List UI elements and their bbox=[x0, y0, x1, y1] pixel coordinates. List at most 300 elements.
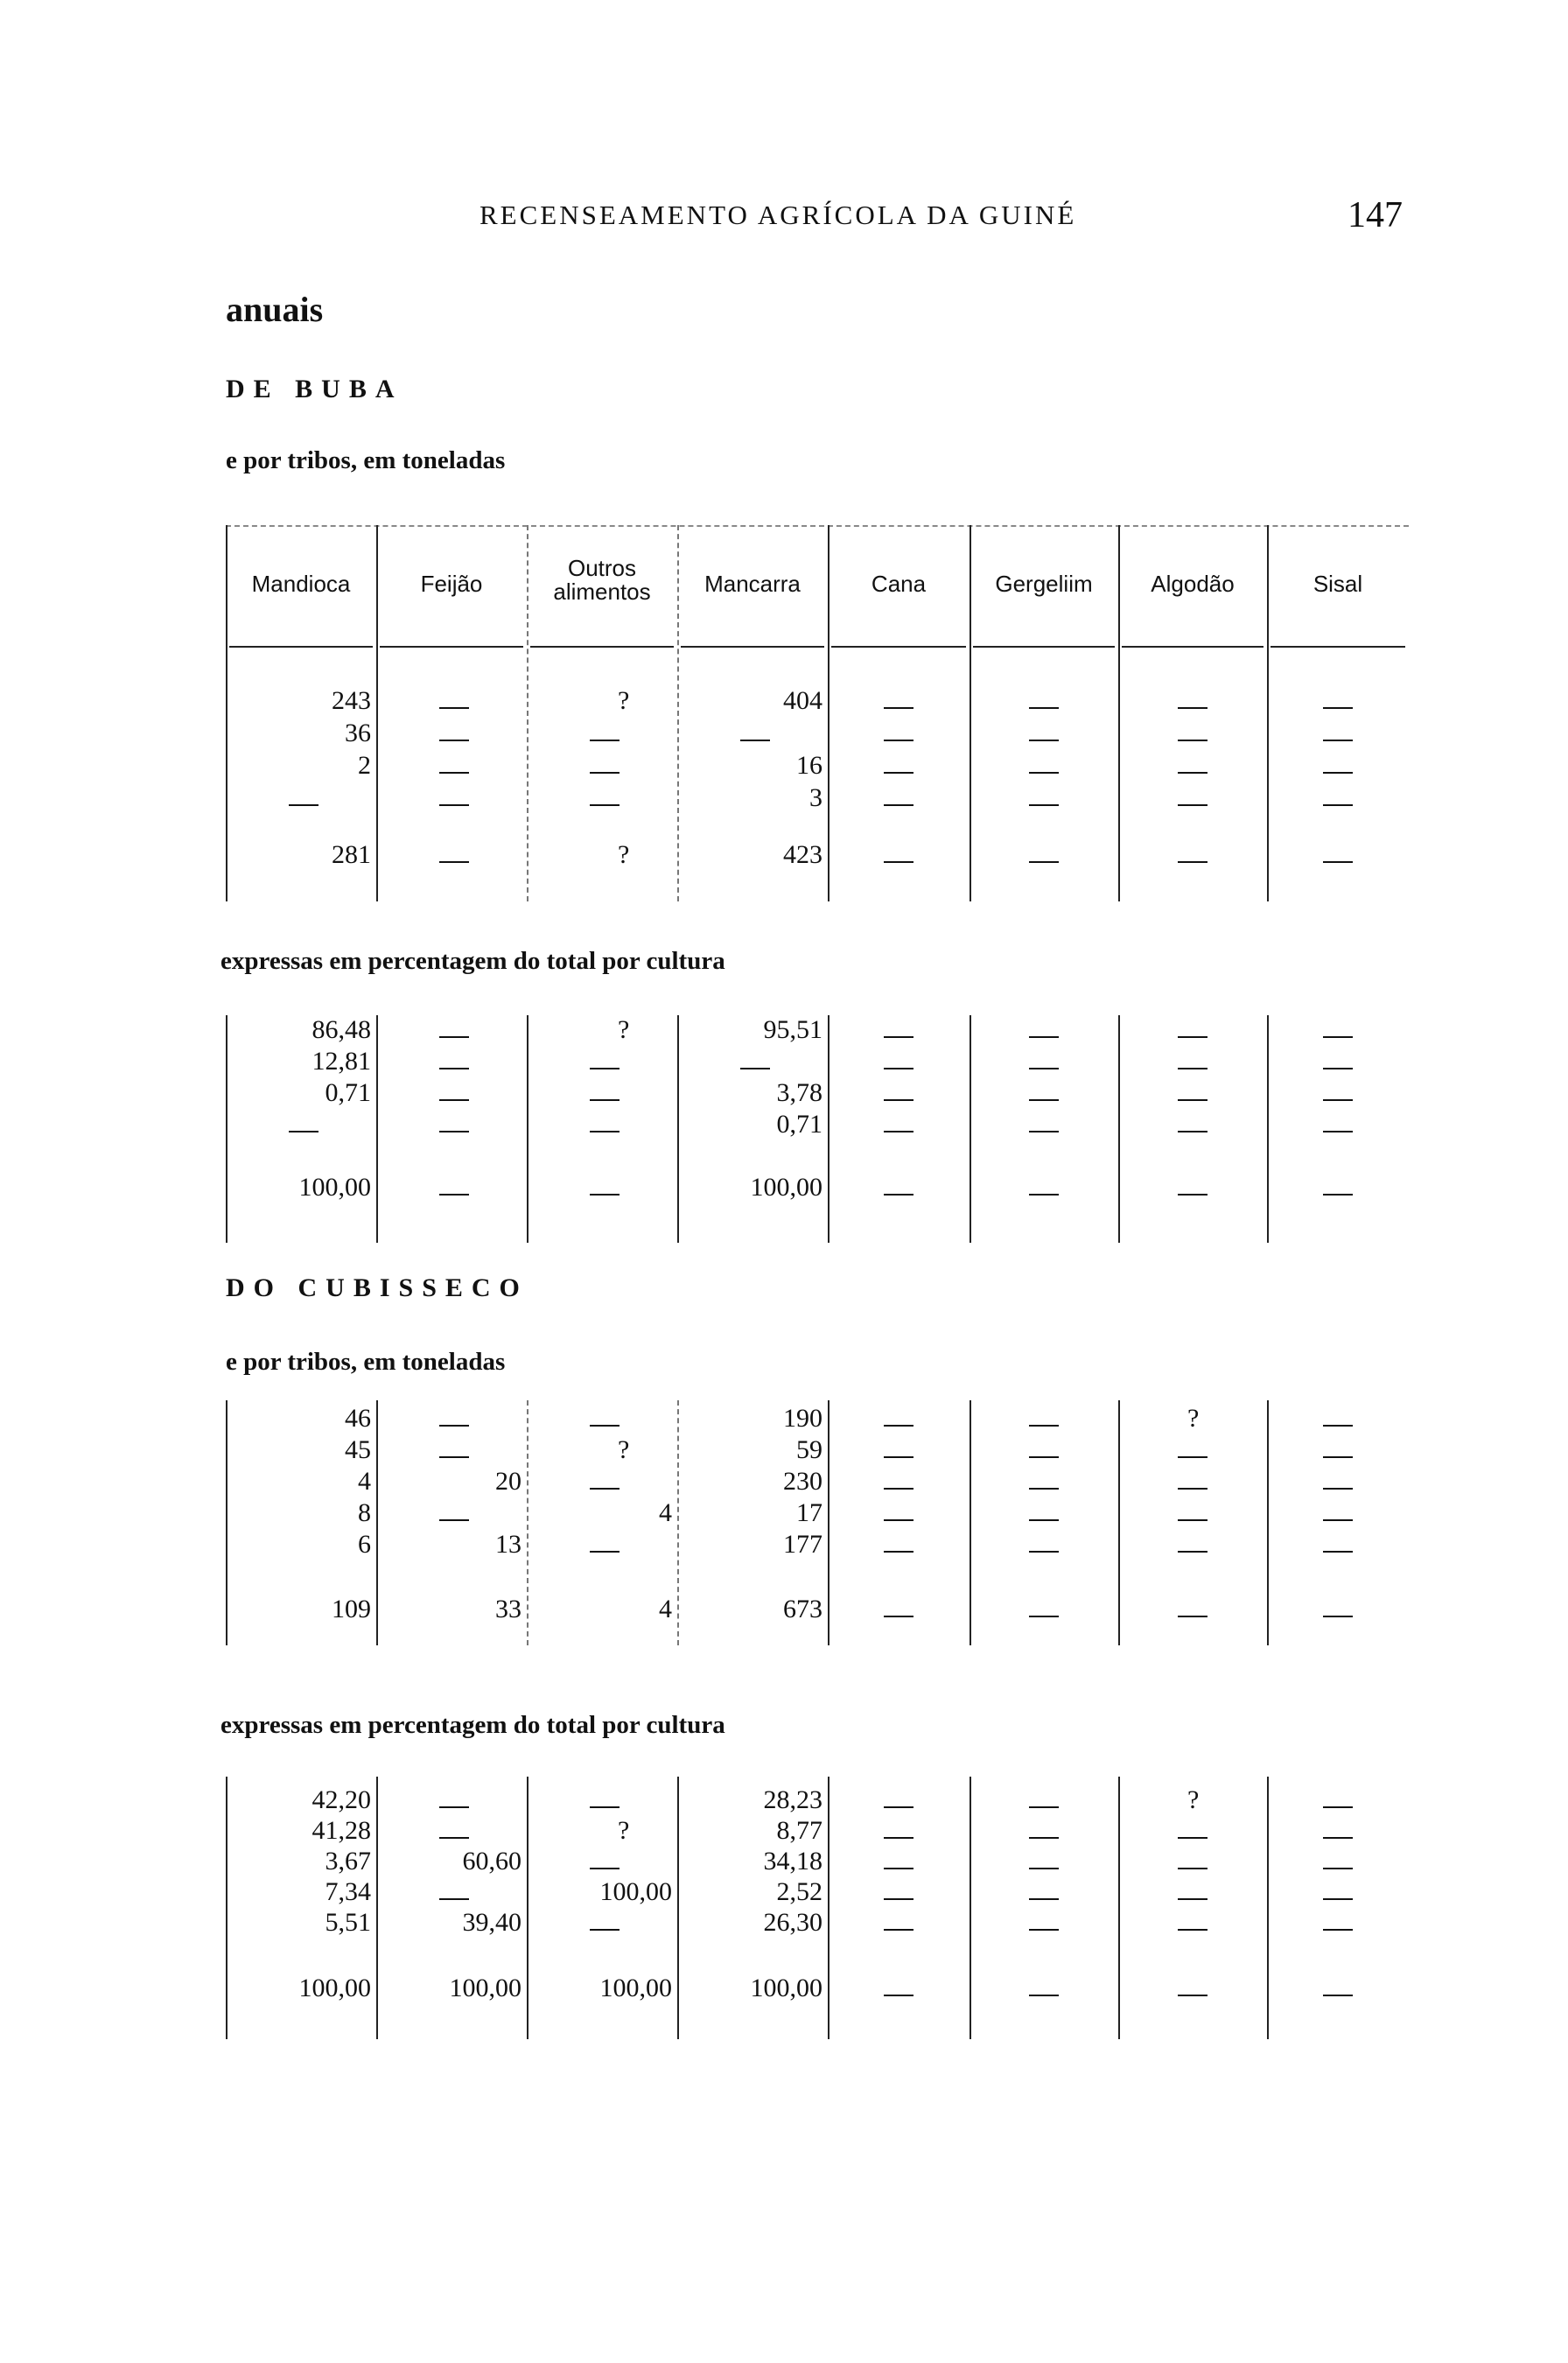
total-cell-feijao bbox=[439, 845, 469, 875]
dash-mark bbox=[590, 1551, 620, 1553]
table-cell-outros bbox=[590, 1913, 620, 1943]
column-rule bbox=[1118, 1777, 1120, 2039]
total-cell-cana bbox=[884, 845, 914, 875]
table-cell-mancarra: 8,77 bbox=[776, 1816, 822, 1845]
dash-mark bbox=[1029, 707, 1059, 709]
table-cell-sisal bbox=[1323, 1441, 1353, 1470]
table-cell-mancarra: 230 bbox=[783, 1467, 822, 1496]
total-cell-gergelim bbox=[1029, 845, 1059, 875]
table-cell-mandioca bbox=[289, 789, 318, 818]
dash-mark bbox=[1178, 1488, 1208, 1490]
dash-mark bbox=[439, 1099, 469, 1101]
table-cell-outros bbox=[590, 756, 620, 786]
dash-mark bbox=[884, 1036, 914, 1038]
total-cell-gergelim bbox=[1029, 1600, 1059, 1630]
table-cell-sisal bbox=[1323, 1052, 1353, 1082]
dash-mark bbox=[439, 1456, 469, 1458]
table-cell-mandioca: 45 bbox=[345, 1435, 371, 1464]
total-cell-outros: 100,00 bbox=[599, 1974, 672, 2002]
dash-mark bbox=[1029, 804, 1059, 806]
table-cell-mandioca: 4 bbox=[358, 1467, 371, 1496]
dash-mark bbox=[1178, 861, 1208, 863]
dash-mark bbox=[1323, 1806, 1353, 1808]
column-header-mandioca: Mandioca bbox=[251, 571, 351, 597]
dash-mark bbox=[1178, 804, 1208, 806]
dash-mark bbox=[1178, 1837, 1208, 1839]
dash-mark bbox=[439, 861, 469, 863]
dash-mark bbox=[1029, 861, 1059, 863]
dash-mark bbox=[1029, 772, 1059, 774]
column-rule bbox=[970, 1400, 971, 1645]
page-number: 147 bbox=[1348, 195, 1403, 235]
dash-mark bbox=[590, 1099, 620, 1101]
table-cell-gergelim bbox=[1029, 1115, 1059, 1145]
column-rule bbox=[1267, 1777, 1269, 2039]
table-cell-feijao bbox=[439, 789, 469, 818]
table-cell-sisal bbox=[1323, 756, 1353, 786]
dash-mark bbox=[1323, 1616, 1353, 1617]
dash-mark bbox=[1029, 1616, 1059, 1617]
table-cell-feijao bbox=[439, 1504, 469, 1533]
table-cell-algodao bbox=[1178, 1913, 1208, 1943]
table-cell-sisal bbox=[1323, 1791, 1353, 1820]
dash-mark bbox=[590, 1194, 620, 1196]
dash-mark bbox=[1178, 1194, 1208, 1196]
dash-mark bbox=[590, 772, 620, 774]
dash-mark bbox=[1029, 1488, 1059, 1490]
table-cell-cana bbox=[884, 1441, 914, 1470]
dash-mark bbox=[1323, 1194, 1353, 1196]
dash-mark bbox=[1029, 1036, 1059, 1038]
dash-mark bbox=[1323, 1837, 1353, 1839]
dash-mark bbox=[439, 1036, 469, 1038]
running-head: RECENSEAMENTO AGRÍCOLA DA GUINÉ bbox=[480, 200, 1077, 230]
total-cell-algodao bbox=[1178, 1979, 1208, 2009]
total-cell-outros bbox=[590, 1178, 620, 1208]
total-cell-mancarra: 673 bbox=[783, 1595, 822, 1623]
dash-mark bbox=[439, 707, 469, 709]
table-cell-gergelim bbox=[1029, 1020, 1059, 1050]
dash-mark bbox=[590, 1068, 620, 1069]
header-bottom-rule bbox=[380, 646, 523, 648]
table-cell-algodao bbox=[1178, 1083, 1208, 1113]
table-cell-algodao bbox=[1178, 1441, 1208, 1470]
table-cell-algodao bbox=[1178, 1883, 1208, 1912]
table-cell-algodao bbox=[1178, 1115, 1208, 1145]
table-cell-mancarra bbox=[740, 1052, 770, 1082]
column-rule bbox=[1267, 1400, 1269, 1645]
table-cell-cana bbox=[884, 1083, 914, 1113]
dash-mark bbox=[439, 1519, 469, 1521]
total-cell-cana bbox=[884, 1600, 914, 1630]
table-cell-sisal bbox=[1323, 1535, 1353, 1565]
table-cell-feijao bbox=[439, 724, 469, 754]
table-cell-mandioca: 6 bbox=[358, 1530, 371, 1559]
total-cell-mandioca: 109 bbox=[332, 1595, 371, 1623]
table-cell-gergelim bbox=[1029, 1052, 1059, 1082]
dash-mark bbox=[439, 1806, 469, 1808]
column-rule bbox=[376, 1015, 378, 1243]
dash-mark bbox=[1323, 1068, 1353, 1069]
dash-mark bbox=[884, 1898, 914, 1900]
table-cell-mancarra: 2,52 bbox=[776, 1877, 822, 1906]
table-cell-sisal bbox=[1323, 724, 1353, 754]
table-cell-mancarra: 3 bbox=[809, 783, 822, 812]
table-cell-feijao: 13 bbox=[495, 1530, 522, 1559]
total-cell-feijao bbox=[439, 1178, 469, 1208]
dash-mark bbox=[1323, 1519, 1353, 1521]
total-cell-cana bbox=[884, 1178, 914, 1208]
header-bottom-rule bbox=[681, 646, 824, 648]
table-cell-algodao bbox=[1178, 1535, 1208, 1565]
dash-mark bbox=[1323, 804, 1353, 806]
table-cell-sisal bbox=[1323, 789, 1353, 818]
total-cell-mandioca: 100,00 bbox=[298, 1974, 371, 2002]
dash-mark bbox=[1178, 740, 1208, 741]
table-cell-outros bbox=[590, 1409, 620, 1439]
column-rule bbox=[1267, 1015, 1269, 1243]
table-cell-mandioca: 86,48 bbox=[312, 1015, 371, 1044]
table-cell-cana bbox=[884, 1852, 914, 1882]
table-cell-outros bbox=[590, 1535, 620, 1565]
table-cell-outros bbox=[590, 1472, 620, 1502]
table-cell-mancarra: 17 bbox=[796, 1498, 822, 1527]
table-cell-mandioca: 3,67 bbox=[325, 1847, 371, 1876]
table-cell-sisal bbox=[1323, 1409, 1353, 1439]
table-cell-outros bbox=[590, 1083, 620, 1113]
dash-mark bbox=[1178, 1036, 1208, 1038]
dash-mark bbox=[884, 861, 914, 863]
table-cell-algodao bbox=[1178, 724, 1208, 754]
table-cell-algodao bbox=[1178, 1052, 1208, 1082]
table-cell-cana bbox=[884, 1504, 914, 1533]
table-cell-cana bbox=[884, 1052, 914, 1082]
dash-mark bbox=[1029, 1868, 1059, 1869]
table-cell-algodao bbox=[1178, 1821, 1208, 1851]
table-cell-feijao: 60,60 bbox=[462, 1847, 522, 1876]
column-rule bbox=[376, 525, 378, 901]
dash-mark bbox=[590, 804, 620, 806]
dash-mark bbox=[1323, 1868, 1353, 1869]
column-rule bbox=[1118, 1015, 1120, 1243]
table-cell-mandioca: 0,71 bbox=[325, 1078, 371, 1107]
table-cell-mancarra: 16 bbox=[796, 751, 822, 780]
column-header-outros: Outros alimentos bbox=[553, 555, 651, 606]
table-cell-cana bbox=[884, 789, 914, 818]
column-header-feijao: Feijão bbox=[420, 571, 483, 597]
column-header-mancarra: Mancarra bbox=[704, 571, 801, 597]
dash-mark bbox=[590, 1425, 620, 1427]
table-cell-mandioca: 36 bbox=[345, 719, 371, 747]
header-bottom-rule bbox=[831, 646, 966, 648]
column-header-gergelim: Gergeliim bbox=[995, 571, 1093, 597]
table-cell-mancarra bbox=[740, 724, 770, 754]
dash-mark bbox=[1029, 1194, 1059, 1196]
table-cell-gergelim bbox=[1029, 1504, 1059, 1533]
dash-mark bbox=[884, 1929, 914, 1931]
total-cell-outros: ? bbox=[618, 840, 630, 869]
dash-mark bbox=[1323, 1551, 1353, 1553]
table-cell-gergelim bbox=[1029, 1409, 1059, 1439]
table-cell-gergelim bbox=[1029, 724, 1059, 754]
table-cell-feijao bbox=[439, 1441, 469, 1470]
table-cell-feijao bbox=[439, 1409, 469, 1439]
pct-caption-cubisseco: expressas em percentagem do total por cultura bbox=[220, 1711, 725, 1739]
column-rule bbox=[828, 1015, 830, 1243]
dash-mark bbox=[884, 1995, 914, 1996]
table-cell-algodao bbox=[1178, 756, 1208, 786]
dash-mark bbox=[1029, 1131, 1059, 1132]
table-cell-sisal bbox=[1323, 1472, 1353, 1502]
table-cell-cana bbox=[884, 1409, 914, 1439]
dash-mark bbox=[1323, 1131, 1353, 1132]
table-cell-mandioca: 42,20 bbox=[312, 1785, 371, 1814]
table-cell-cana bbox=[884, 1535, 914, 1565]
tons-caption-buba: e por tribos, em toneladas bbox=[226, 446, 506, 474]
table-cell-feijao: 20 bbox=[495, 1467, 522, 1496]
table-cell-mancarra: 34,18 bbox=[763, 1847, 822, 1876]
dash-mark bbox=[884, 740, 914, 741]
dash-mark bbox=[590, 1488, 620, 1490]
table-cell-gergelim bbox=[1029, 1852, 1059, 1882]
table-cell-gergelim bbox=[1029, 1441, 1059, 1470]
table-cell-gergelim bbox=[1029, 789, 1059, 818]
table-cell-gergelim bbox=[1029, 1083, 1059, 1113]
dash-mark bbox=[1323, 1488, 1353, 1490]
table-cell-sisal bbox=[1323, 1504, 1353, 1533]
dash-mark bbox=[1178, 1929, 1208, 1931]
dash-mark bbox=[439, 1898, 469, 1900]
table-cell-cana bbox=[884, 1883, 914, 1912]
dash-mark bbox=[1178, 1068, 1208, 1069]
total-cell-gergelim bbox=[1029, 1178, 1059, 1208]
column-rule bbox=[828, 1400, 830, 1645]
table-cell-cana bbox=[884, 691, 914, 721]
dash-mark bbox=[439, 804, 469, 806]
table-cell-sisal bbox=[1323, 1083, 1353, 1113]
table-cell-outros: ? bbox=[618, 1435, 630, 1464]
tons-caption-cubisseco: e por tribos, em toneladas bbox=[226, 1348, 506, 1376]
dash-mark bbox=[1029, 1519, 1059, 1521]
total-cell-feijao: 33 bbox=[495, 1595, 522, 1623]
table-cell-cana bbox=[884, 756, 914, 786]
table-cell-feijao: 39,40 bbox=[462, 1908, 522, 1937]
table-cell-feijao bbox=[439, 756, 469, 786]
column-rule bbox=[527, 525, 528, 901]
table-cell-outros: 4 bbox=[659, 1498, 672, 1527]
header-top-rule bbox=[226, 525, 1409, 527]
dash-mark bbox=[1029, 740, 1059, 741]
dash-mark bbox=[1178, 1131, 1208, 1132]
table-cell-mancarra: 190 bbox=[783, 1404, 822, 1433]
table-cell-outros bbox=[590, 1115, 620, 1145]
dash-mark bbox=[1029, 1995, 1059, 1996]
table-cell-algodao bbox=[1178, 691, 1208, 721]
dash-mark bbox=[884, 1551, 914, 1553]
table-cell-gergelim bbox=[1029, 1791, 1059, 1820]
dash-mark bbox=[289, 1131, 318, 1132]
dash-mark bbox=[1029, 1456, 1059, 1458]
dash-mark bbox=[1178, 1995, 1208, 1996]
table-cell-gergelim bbox=[1029, 1913, 1059, 1943]
table-cell-outros bbox=[590, 1791, 620, 1820]
total-cell-cana bbox=[884, 1979, 914, 2009]
dash-mark bbox=[884, 1488, 914, 1490]
dash-mark bbox=[1178, 1868, 1208, 1869]
dash-mark bbox=[590, 1806, 620, 1808]
dash-mark bbox=[1323, 1929, 1353, 1931]
header-bottom-rule bbox=[530, 646, 674, 648]
total-cell-sisal bbox=[1323, 1979, 1353, 2009]
table-cell-cana bbox=[884, 1913, 914, 1943]
dash-mark bbox=[884, 804, 914, 806]
header-bottom-rule bbox=[229, 646, 373, 648]
table-cell-cana bbox=[884, 1020, 914, 1050]
total-cell-gergelim bbox=[1029, 1979, 1059, 2009]
dash-mark bbox=[1323, 740, 1353, 741]
dash-mark bbox=[1029, 1551, 1059, 1553]
table-cell-gergelim bbox=[1029, 1883, 1059, 1912]
dash-mark bbox=[1323, 1425, 1353, 1427]
column-rule bbox=[1267, 525, 1269, 901]
total-cell-sisal bbox=[1323, 845, 1353, 875]
dash-mark bbox=[1029, 1837, 1059, 1839]
dash-mark bbox=[884, 1194, 914, 1196]
dash-mark bbox=[1178, 1519, 1208, 1521]
table-cell-feijao bbox=[439, 1791, 469, 1820]
dash-mark bbox=[1178, 1898, 1208, 1900]
table-cell-gergelim bbox=[1029, 1472, 1059, 1502]
column-rule bbox=[1118, 1400, 1120, 1645]
column-rule bbox=[970, 1777, 971, 2039]
table-cell-feijao bbox=[439, 1020, 469, 1050]
dash-mark bbox=[590, 1929, 620, 1931]
table-cell-outros: ? bbox=[618, 1816, 630, 1845]
table-cell-outros: ? bbox=[618, 686, 630, 715]
header-bottom-rule bbox=[1270, 646, 1405, 648]
table-cell-gergelim bbox=[1029, 1821, 1059, 1851]
dash-mark bbox=[439, 1068, 469, 1069]
dash-mark bbox=[1178, 1616, 1208, 1617]
dash-mark bbox=[884, 1099, 914, 1101]
total-cell-feijao: 100,00 bbox=[449, 1974, 522, 2002]
table-cell-algodao bbox=[1178, 789, 1208, 818]
table-cell-mandioca: 12,81 bbox=[312, 1047, 371, 1076]
dash-mark bbox=[884, 1131, 914, 1132]
header-bottom-rule bbox=[973, 646, 1115, 648]
table-cell-outros bbox=[590, 724, 620, 754]
dash-mark bbox=[1323, 1036, 1353, 1038]
dash-mark bbox=[884, 1868, 914, 1869]
table-cell-sisal bbox=[1323, 1020, 1353, 1050]
table-cell-mancarra: 59 bbox=[796, 1435, 822, 1464]
table-cell-cana bbox=[884, 1115, 914, 1145]
dash-mark bbox=[439, 1131, 469, 1132]
table-cell-feijao bbox=[439, 691, 469, 721]
table-cell-mancarra: 404 bbox=[783, 686, 822, 715]
dash-mark bbox=[1178, 772, 1208, 774]
dash-mark bbox=[1323, 1456, 1353, 1458]
dash-mark bbox=[1178, 707, 1208, 709]
dash-mark bbox=[590, 740, 620, 741]
table-cell-cana bbox=[884, 1791, 914, 1820]
dash-mark bbox=[590, 1868, 620, 1869]
total-cell-algodao bbox=[1178, 1178, 1208, 1208]
dash-mark bbox=[884, 707, 914, 709]
dash-mark bbox=[289, 804, 318, 806]
table-cell-mandioca: 2 bbox=[358, 751, 371, 780]
table-cell-sisal bbox=[1323, 1883, 1353, 1912]
table-cell-cana bbox=[884, 1472, 914, 1502]
dash-mark bbox=[1029, 1898, 1059, 1900]
dash-mark bbox=[439, 1194, 469, 1196]
column-rule bbox=[828, 525, 830, 901]
table-cell-gergelim bbox=[1029, 1535, 1059, 1565]
column-rule bbox=[527, 1015, 528, 1243]
table-cell-mandioca: 8 bbox=[358, 1498, 371, 1527]
table-cell-outros: ? bbox=[618, 1015, 630, 1044]
table-cell-algodao: ? bbox=[1187, 1404, 1200, 1433]
dash-mark bbox=[884, 1806, 914, 1808]
table-cell-algodao: ? bbox=[1187, 1785, 1200, 1814]
dash-mark bbox=[1029, 1929, 1059, 1931]
table-cell-cana bbox=[884, 724, 914, 754]
total-cell-mandioca: 281 bbox=[332, 840, 371, 869]
column-header-sisal: Sisal bbox=[1312, 571, 1363, 597]
column-header-algodao: Algodão bbox=[1151, 571, 1235, 597]
table-cell-sisal bbox=[1323, 1115, 1353, 1145]
total-cell-mancarra: 423 bbox=[783, 840, 822, 869]
dash-mark bbox=[1029, 1068, 1059, 1069]
column-rule bbox=[1118, 525, 1120, 901]
total-cell-outros: 4 bbox=[659, 1595, 672, 1623]
table-cell-cana bbox=[884, 1821, 914, 1851]
dash-mark bbox=[439, 1837, 469, 1839]
dash-mark bbox=[439, 740, 469, 741]
dash-mark bbox=[439, 1425, 469, 1427]
table-cell-mancarra: 26,30 bbox=[763, 1908, 822, 1937]
dash-mark bbox=[1178, 1456, 1208, 1458]
total-cell-sisal bbox=[1323, 1600, 1353, 1630]
table-cell-mancarra: 28,23 bbox=[763, 1785, 822, 1814]
table-cell-algodao bbox=[1178, 1020, 1208, 1050]
table-cell-feijao bbox=[439, 1115, 469, 1145]
dash-mark bbox=[1178, 1551, 1208, 1553]
table-cell-gergelim bbox=[1029, 691, 1059, 721]
column-rule bbox=[828, 1777, 830, 2039]
table-cell-algodao bbox=[1178, 1472, 1208, 1502]
table-cell-gergelim bbox=[1029, 756, 1059, 786]
dash-mark bbox=[884, 1519, 914, 1521]
dash-mark bbox=[1029, 1425, 1059, 1427]
table-cell-mandioca: 5,51 bbox=[325, 1908, 371, 1937]
dash-mark bbox=[1323, 1995, 1353, 1996]
dash-mark bbox=[1323, 772, 1353, 774]
table-cell-mandioca: 46 bbox=[345, 1404, 371, 1433]
pct-caption-buba: expressas em percentagem do total por cultura bbox=[220, 947, 725, 975]
table-cell-sisal bbox=[1323, 1913, 1353, 1943]
table-cell-algodao bbox=[1178, 1504, 1208, 1533]
section-heading: anuais bbox=[226, 290, 324, 329]
table-cell-mandioca bbox=[289, 1115, 318, 1145]
table-cell-mancarra: 3,78 bbox=[776, 1078, 822, 1107]
column-header-cana: Cana bbox=[871, 571, 927, 597]
header-bottom-rule bbox=[1122, 646, 1264, 648]
column-rule bbox=[970, 1015, 971, 1243]
total-cell-algodao bbox=[1178, 1600, 1208, 1630]
dash-mark bbox=[884, 1616, 914, 1617]
table-cell-sisal bbox=[1323, 1852, 1353, 1882]
